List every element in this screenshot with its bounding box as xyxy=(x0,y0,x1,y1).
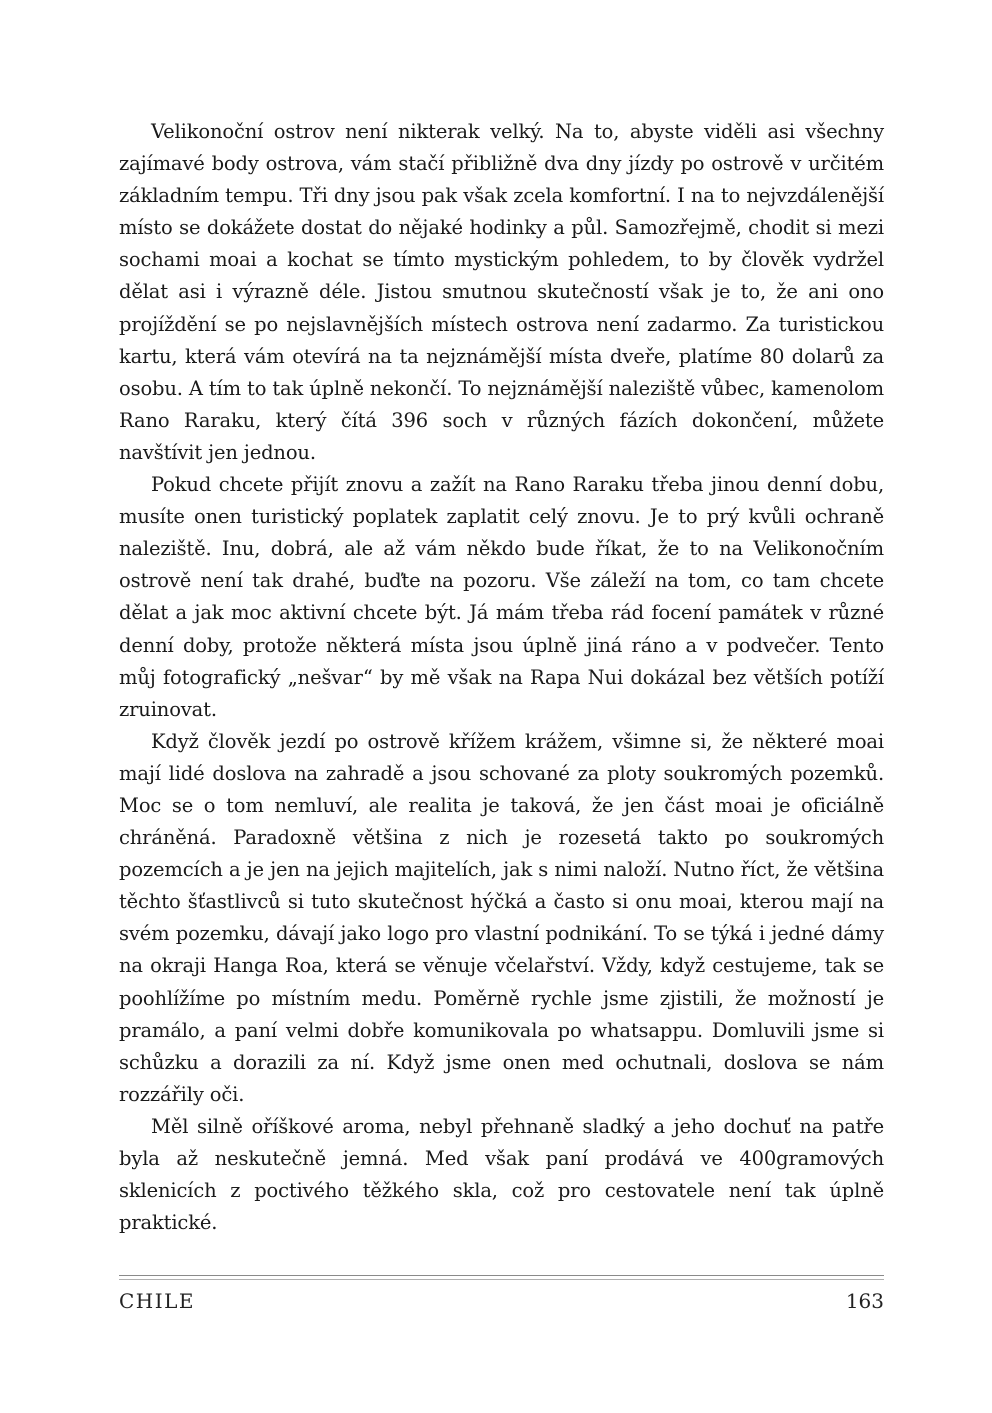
paragraph-1: Velikonoční ostrov není nikterak velký. Na to, abyste viděli asi všechny zajímavé body ostrova, vám stačí přibližně dva dny jízdy po ostrově v určitém základním tempu. Tři dny jsou pak však zcela komfortní. I na to nejvzdálenější místo se dokážete dostat do nějaké hodinky a půl. Samozřejmě, chodit si mezi sochami moai a kochat se tímto mystickým pohledem, to by člověk vydržel dělat asi i výrazně déle. Jistou smutnou skutečností však je to, že ani ono projíždění se po nejslavnějších místech ostrova není zadarmo. Za turistickou kartu, která vám otevírá na ta nejznámější místa dveře, platíme 80 dolarů za osobu. A tím to tak úplně nekončí. To nejznámější naleziště vůbec, kamenolom Rano Raraku, který čítá 396 soch v různých fázích dokončení, můžete navštívit jen jednou. xyxy=(119,120,884,464)
paragraph-2: Pokud chcete přijít znovu a zažít na Rano Raraku třeba jinou denní dobu, musíte onen turistický poplatek zaplatit celý znovu. Je to prý kvůli ochraně naleziště. Inu, dobrá, ale až vám někdo bude říkat, že to na Velikonočním ostrově není tak drahé, buďte na pozoru. Vše záleží na tom, co tam chcete dělat a jak moc aktivní chcete být. Já mám třeba rád focení památek v různé denní doby, protože některá místa jsou úplně jiná ráno a v podvečer. Tento můj fotografický „nešvar“ by mě však na Rapa Nui dokázal bez větších potíží zruinovat. xyxy=(119,473,884,721)
paragraph-3: Když člověk jezdí po ostrově křížem krážem, všimne si, že některé moai mají lidé doslova na zahradě a jsou schované za ploty soukromých pozemků. Moc se o tom nemluví, ale realita je taková, že jen část moai je oficiálně chráněná. Paradoxně většina z nich je rozesetá takto po soukromých pozemcích a je jen na jejich majitelích, jak s nimi naloží. Nutno říct, že většina těchto šťastlivců si tuto skutečnost hýčká a často si onu moai, kterou mají na svém pozemku, dávají jako logo pro vlastní podnikání. To se týká i jedné dámy na okraji Hanga Roa, která se věnuje včelařství. Vždy, když cestujeme, tak se poohlížíme po místním medu. Poměrně rychle jsme zjistili, že možností je pramálo, a paní velmi dobře komunikovala po whatsappu. Domluvili jsme si schůzku a dorazili za ní. Když jsme onen med ochutnali, doslova se nám rozzářily oči. xyxy=(119,729,884,1106)
paragraph-4: Měl silně oříškové aroma, nebyl přehnaně sladký a jeho dochuť na patře byla až neskutečně jemná. Med však paní prodává ve 400gramových sklenicích z poctivého těžkého skla, což pro cestovatele není tak úplně praktické. xyxy=(119,1114,884,1235)
footer-rule xyxy=(119,1275,884,1276)
body-text xyxy=(119,116,884,1239)
page-number: 163 xyxy=(845,1289,884,1313)
footer-rule-secondary xyxy=(119,1279,884,1280)
footer-section-title: CHILE xyxy=(119,1289,196,1313)
